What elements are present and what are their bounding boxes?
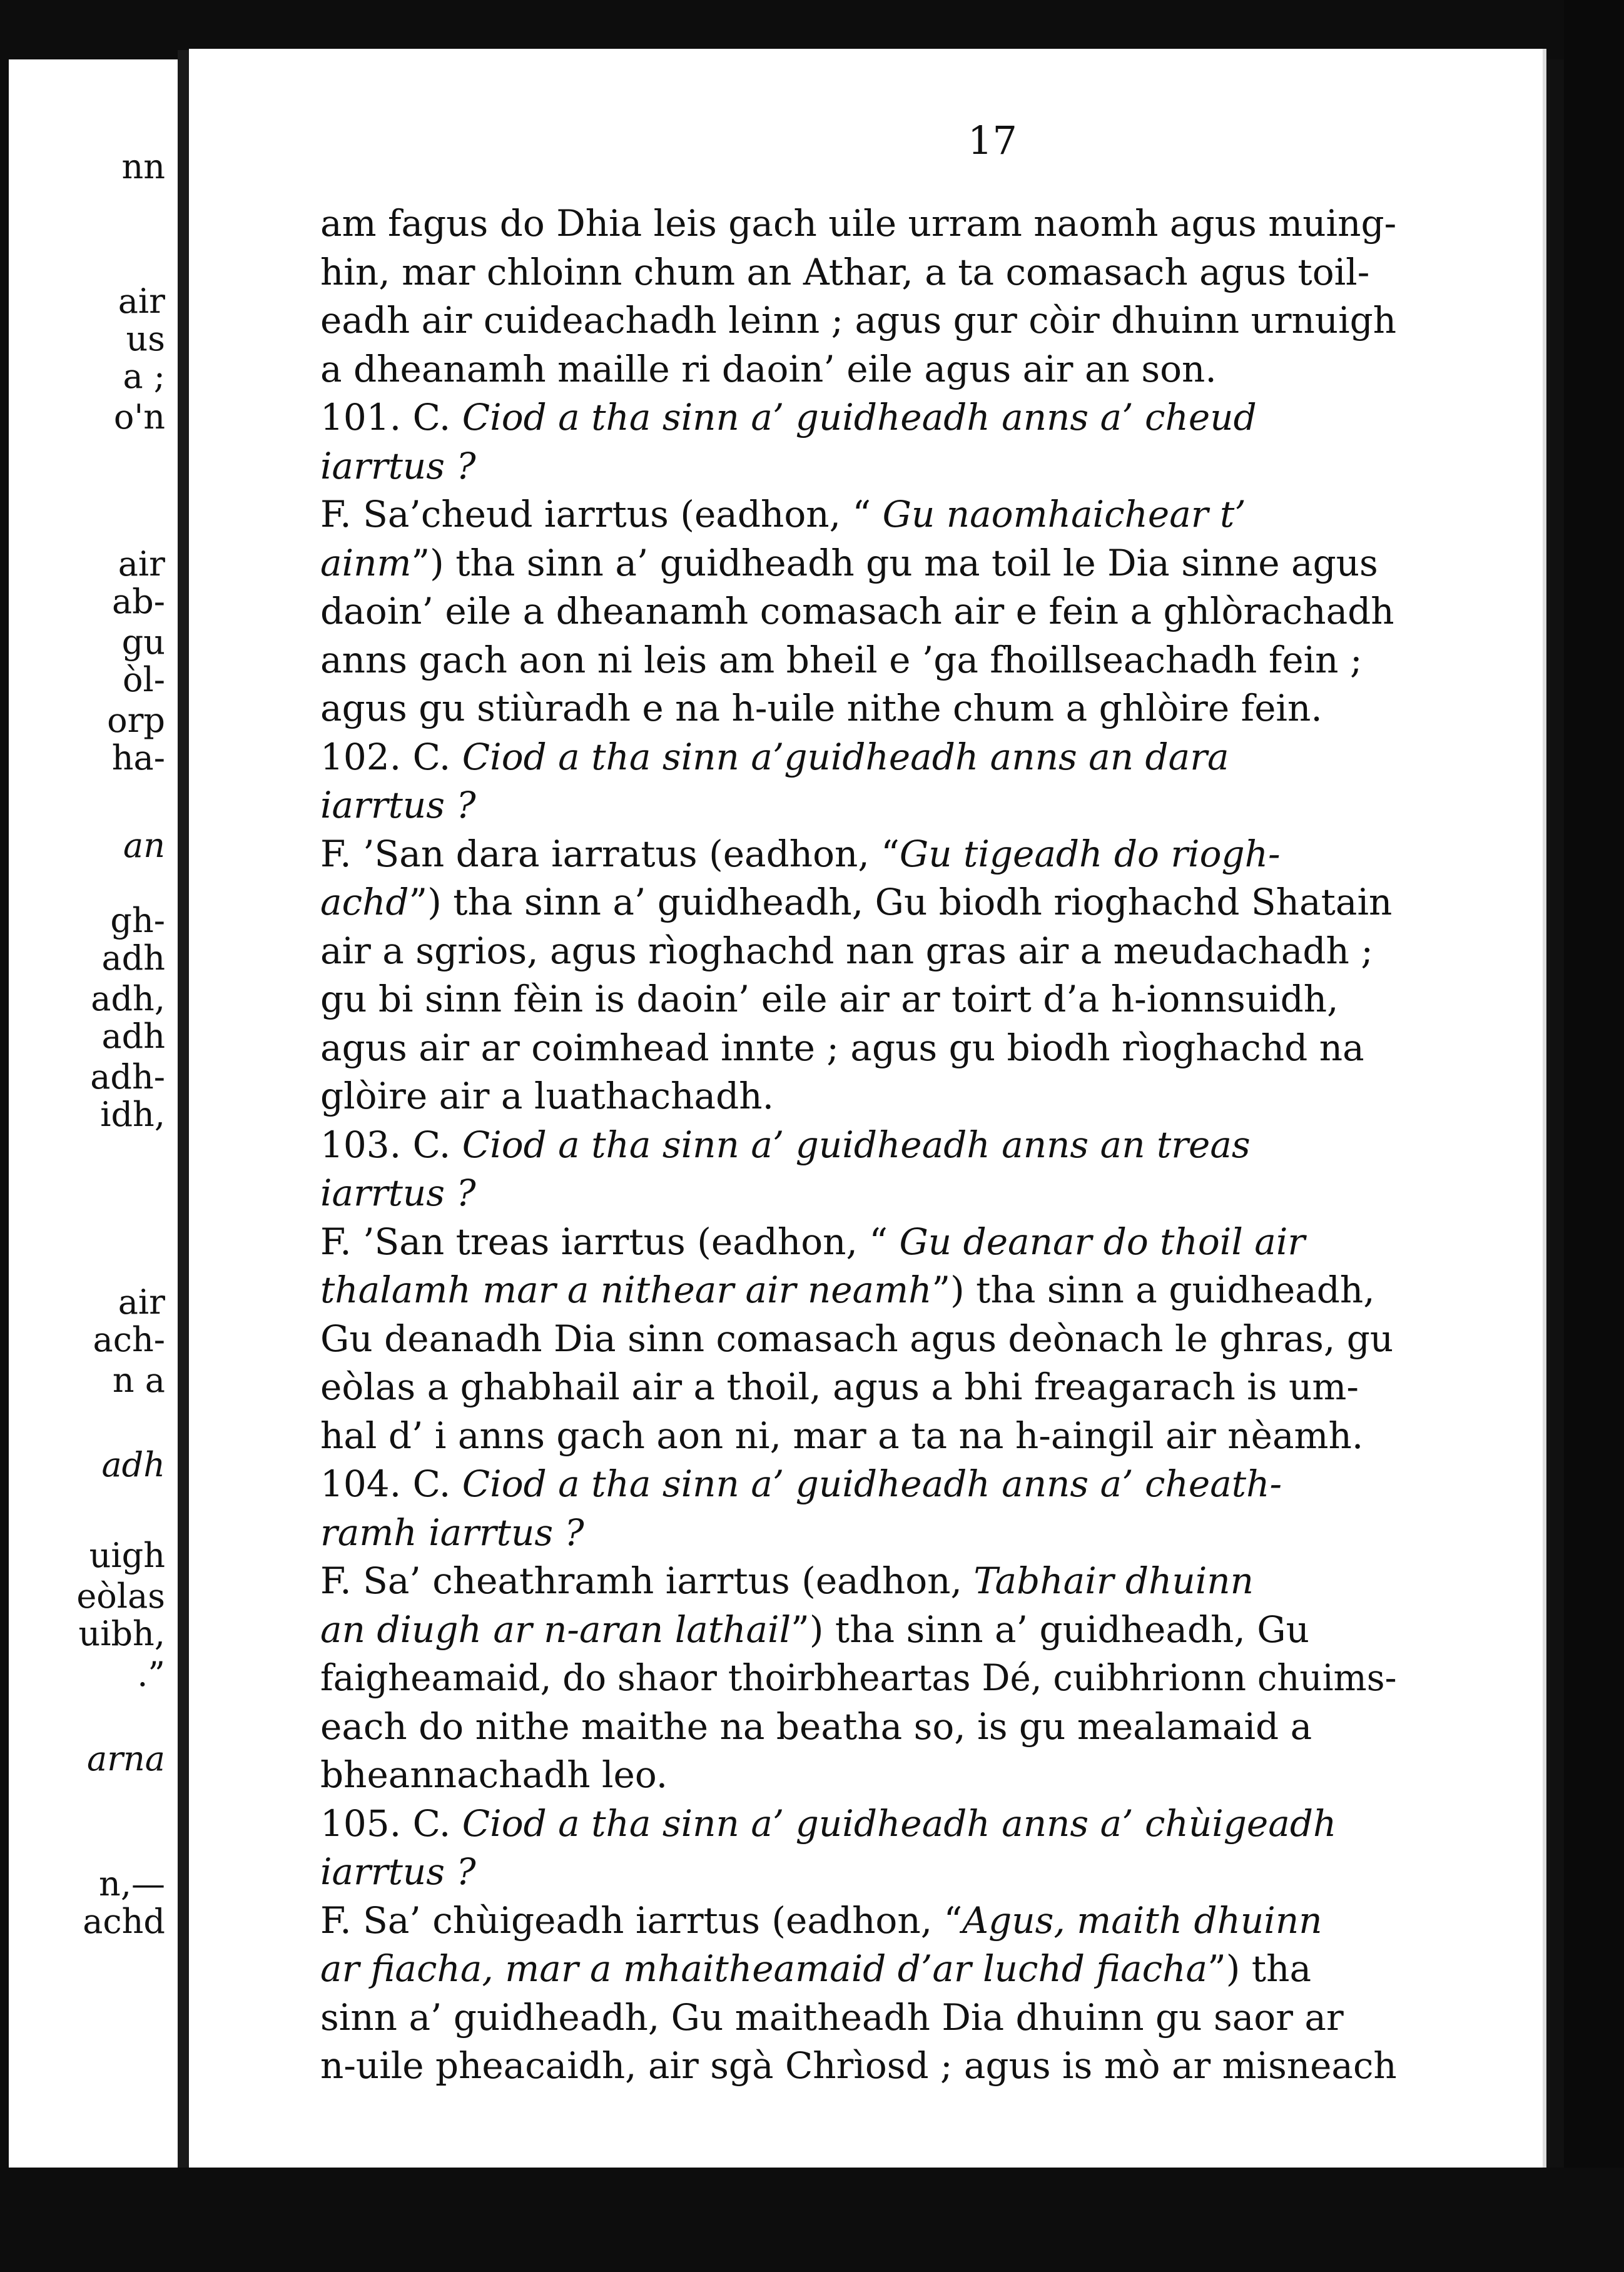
- text-run: agus air ar coimhead innte ; agus gu biodh rìoghachd na: [320, 1026, 1364, 1069]
- left-page-fragment: ha-: [111, 738, 165, 778]
- left-page-fragment: .”: [137, 1655, 165, 1694]
- left-page-fragment: orp: [107, 701, 165, 740]
- text-line: [320, 1317, 1396, 1360]
- left-page-fragment: air: [118, 1282, 165, 1322]
- italic-run: Agus, maith dhuinn: [962, 1899, 1322, 1942]
- left-page-fragment: idh,: [100, 1095, 165, 1134]
- text-run: each do nithe maithe na beatha so, is gu mealamaid a: [320, 1705, 1312, 1748]
- text-line: [320, 1656, 1397, 1699]
- text-line: [320, 1996, 1396, 2039]
- scan-border-bottom: [0, 2168, 1624, 2272]
- text-line: [320, 978, 1396, 1020]
- italic-run: Ciod a tha sinn a’guidheadh anns an dara: [462, 735, 1229, 778]
- text-line: [320, 542, 1396, 584]
- italic-run: iarrtus ?: [320, 444, 476, 487]
- italic-run: iarrtus ?: [320, 1850, 476, 1893]
- italic-run: ainm: [320, 541, 412, 584]
- text-run: 103. C.: [320, 1123, 462, 1166]
- text-run: 102. C.: [320, 735, 462, 778]
- text-run: ”) tha sinn a guidheadh,: [931, 1269, 1375, 1311]
- italic-run: Gu tigeadh do riogh-: [899, 832, 1281, 875]
- italic-run: Ciod a tha sinn a’ guidheadh anns a’ cheud: [462, 396, 1257, 439]
- italic-run: Tabhair dhuinn: [973, 1559, 1254, 1602]
- text-line: [320, 784, 1396, 826]
- text-line: [320, 1559, 1396, 1602]
- italic-run: iarrtus ?: [320, 784, 476, 826]
- text-run: F. ’San dara iarratus (eadhon, “: [320, 832, 900, 875]
- text-run: bheannachadh leo.: [320, 1753, 668, 1796]
- text-run: 101. C.: [320, 396, 462, 439]
- text-run: sinn a’ guidheadh, Gu maitheadh Dia dhuinn gu saor ar: [320, 1996, 1344, 2039]
- text-run: Gu deanadh Dia sinn comasach agus deònach le ghras, gu: [320, 1317, 1394, 1360]
- text-run: hal d’ i anns gach aon ni, mar a ta na h-aingil air nèamh.: [320, 1414, 1364, 1457]
- previous-page-fragment: [9, 59, 178, 2168]
- text-line: [320, 493, 1396, 535]
- text-line: [320, 348, 1396, 390]
- text-line: [320, 1705, 1396, 1748]
- left-page-fragment: o'n: [113, 397, 165, 437]
- scan-border-right: [1564, 0, 1624, 2272]
- text-run: ”) tha sinn a’ guidheadh gu ma toil le Dia sinne agus: [411, 541, 1378, 584]
- italic-run: iarrtus ?: [320, 1172, 476, 1214]
- italic-run: Gu naomhaichear t’: [882, 493, 1246, 535]
- text-line: [320, 1172, 1396, 1214]
- text-line: [320, 1366, 1396, 1408]
- page-number: 17: [968, 118, 1017, 163]
- italic-run: thalamh mar a nithear air neamh: [320, 1269, 932, 1311]
- text-line: [320, 1802, 1396, 1845]
- left-page-fragment: ab-: [111, 582, 165, 621]
- left-page-fragment: ach-: [93, 1320, 165, 1359]
- left-page-fragment: eòlas: [76, 1576, 165, 1616]
- text-line: [320, 1947, 1396, 1990]
- left-page-fragment: adh,: [91, 979, 165, 1018]
- text-run: hin, mar chloinn chum an Athar, a ta comasach agus toil-: [320, 250, 1370, 293]
- left-page-fragment: n,—: [99, 1864, 165, 1904]
- left-page-fragment: air: [118, 281, 165, 321]
- text-line: [320, 396, 1396, 439]
- text-run: gu bi sinn fèin is daoin’ eile air ar toirt d’a h-ionnsuidh,: [320, 978, 1339, 1020]
- text-run: F. ’San treas iarrtus (eadhon, “: [320, 1220, 900, 1263]
- text-line: [320, 1608, 1396, 1651]
- book-page: [189, 49, 1546, 2169]
- left-page-fragment: air: [118, 544, 165, 584]
- left-page-fragment: arna: [87, 1739, 165, 1778]
- left-page-fragment: uigh: [89, 1536, 165, 1575]
- text-run: n-uile pheacaidh, air sgà Chrìosd ; agus is mò ar misneach: [320, 2044, 1397, 2087]
- text-line: [320, 930, 1396, 972]
- left-page-fragment: gh-: [110, 901, 165, 940]
- text-line: [320, 1269, 1396, 1311]
- text-line: [320, 1463, 1396, 1505]
- left-page-fragment: adh: [101, 1017, 165, 1056]
- left-page-fragment: uibh,: [78, 1614, 165, 1653]
- text-line: [320, 1850, 1396, 1893]
- text-line: [320, 881, 1396, 923]
- text-line: [320, 1027, 1396, 1069]
- left-page-fragment: òl-: [122, 660, 165, 699]
- text-run: 105. C.: [320, 1802, 462, 1845]
- text-run: anns gach aon ni leis am bheil e ’ga fhoillseachadh fein ;: [320, 638, 1363, 681]
- text-line: [320, 299, 1395, 342]
- left-page-fragment: an: [123, 826, 165, 865]
- text-line: [320, 639, 1396, 681]
- text-run: 104. C.: [320, 1463, 462, 1505]
- italic-run: Ciod a tha sinn a’ guidheadh anns a’ cheath-: [462, 1463, 1282, 1505]
- text-run: eòlas a ghabhail air a thoil, agus a bhi freagarach is um-: [320, 1366, 1359, 1408]
- text-line: [320, 251, 1396, 293]
- scan-border-left: [0, 0, 9, 2272]
- text-line: [320, 202, 1396, 245]
- italic-run: ar fiacha, mar a mhaitheamaid d’ar luchd fiacha: [320, 1947, 1208, 1990]
- text-line: [320, 1123, 1396, 1166]
- text-run: ”) tha: [1207, 1947, 1312, 1990]
- text-line: [320, 1414, 1396, 1457]
- left-page-fragment: adh-: [90, 1057, 165, 1097]
- text-line: [320, 1753, 1396, 1796]
- text-run: agus gu stiùradh e na h-uile nithe chum a ghlòire fein.: [320, 687, 1322, 729]
- text-run: faigheamaid, do shaor thoirbheartas Dé, cuibhrionn chuims-: [320, 1656, 1397, 1699]
- text-line: [320, 1899, 1396, 1942]
- text-line: [320, 1511, 1396, 1554]
- italic-run: Gu deanar do thoil air: [899, 1220, 1306, 1263]
- left-page-fragment: a ;: [123, 357, 165, 396]
- text-line: [320, 1075, 1396, 1117]
- left-page-fragment: n a: [112, 1361, 165, 1400]
- text-run: eadh air cuideachadh leinn ; agus gur còir dhuinn urnuigh: [320, 299, 1397, 342]
- text-line: [320, 590, 1396, 632]
- text-line: [320, 687, 1396, 729]
- text-run: am fagus do Dhia leis gach uile urram naomh agus muing-: [320, 202, 1397, 245]
- text-line: [320, 833, 1396, 875]
- italic-run: an diugh ar n-aran lathail: [320, 1608, 791, 1651]
- left-page-fragment: adh: [101, 1445, 165, 1484]
- left-page-fragment: gu: [121, 622, 165, 662]
- text-run: glòire air a luathachadh.: [320, 1075, 774, 1117]
- text-line: [320, 1220, 1396, 1263]
- italic-run: achd: [320, 881, 409, 923]
- italic-run: Ciod a tha sinn a’ guidheadh anns a’ chùigeadh: [462, 1802, 1337, 1845]
- text-line: [320, 445, 1396, 487]
- text-line: [320, 736, 1396, 778]
- left-page-fragment: achd: [83, 1902, 165, 1941]
- italic-run: Ciod a tha sinn a’ guidheadh anns an treas: [462, 1123, 1251, 1166]
- left-page-fragment: us: [126, 319, 165, 358]
- text-run: air a sgrios, agus rìoghachd nan gras air a meudachadh ;: [320, 929, 1373, 972]
- left-page-fragment: nn: [121, 147, 165, 186]
- text-line: [320, 2044, 1395, 2087]
- book-gutter: [178, 50, 189, 2177]
- text-run: F. Sa’cheud iarrtus (eadhon, “: [320, 493, 883, 535]
- left-page-fragment: adh: [101, 938, 165, 978]
- italic-run: ramh iarrtus ?: [320, 1511, 584, 1554]
- text-run: ”) tha sinn a’ guidheadh, Gu biodh rioghachd Shatain: [409, 881, 1393, 923]
- text-run: F. Sa’ cheathramh iarrtus (eadhon,: [320, 1559, 974, 1602]
- text-run: ”) tha sinn a’ guidheadh, Gu: [791, 1608, 1309, 1651]
- text-run: a dheanamh maille ri daoin’ eile agus air an son.: [320, 347, 1217, 390]
- text-run: daoin’ eile a dheanamh comasach air e fein a ghlòrachadh: [320, 590, 1394, 632]
- text-run: F. Sa’ chùigeadh iarrtus (eadhon, “: [320, 1899, 963, 1942]
